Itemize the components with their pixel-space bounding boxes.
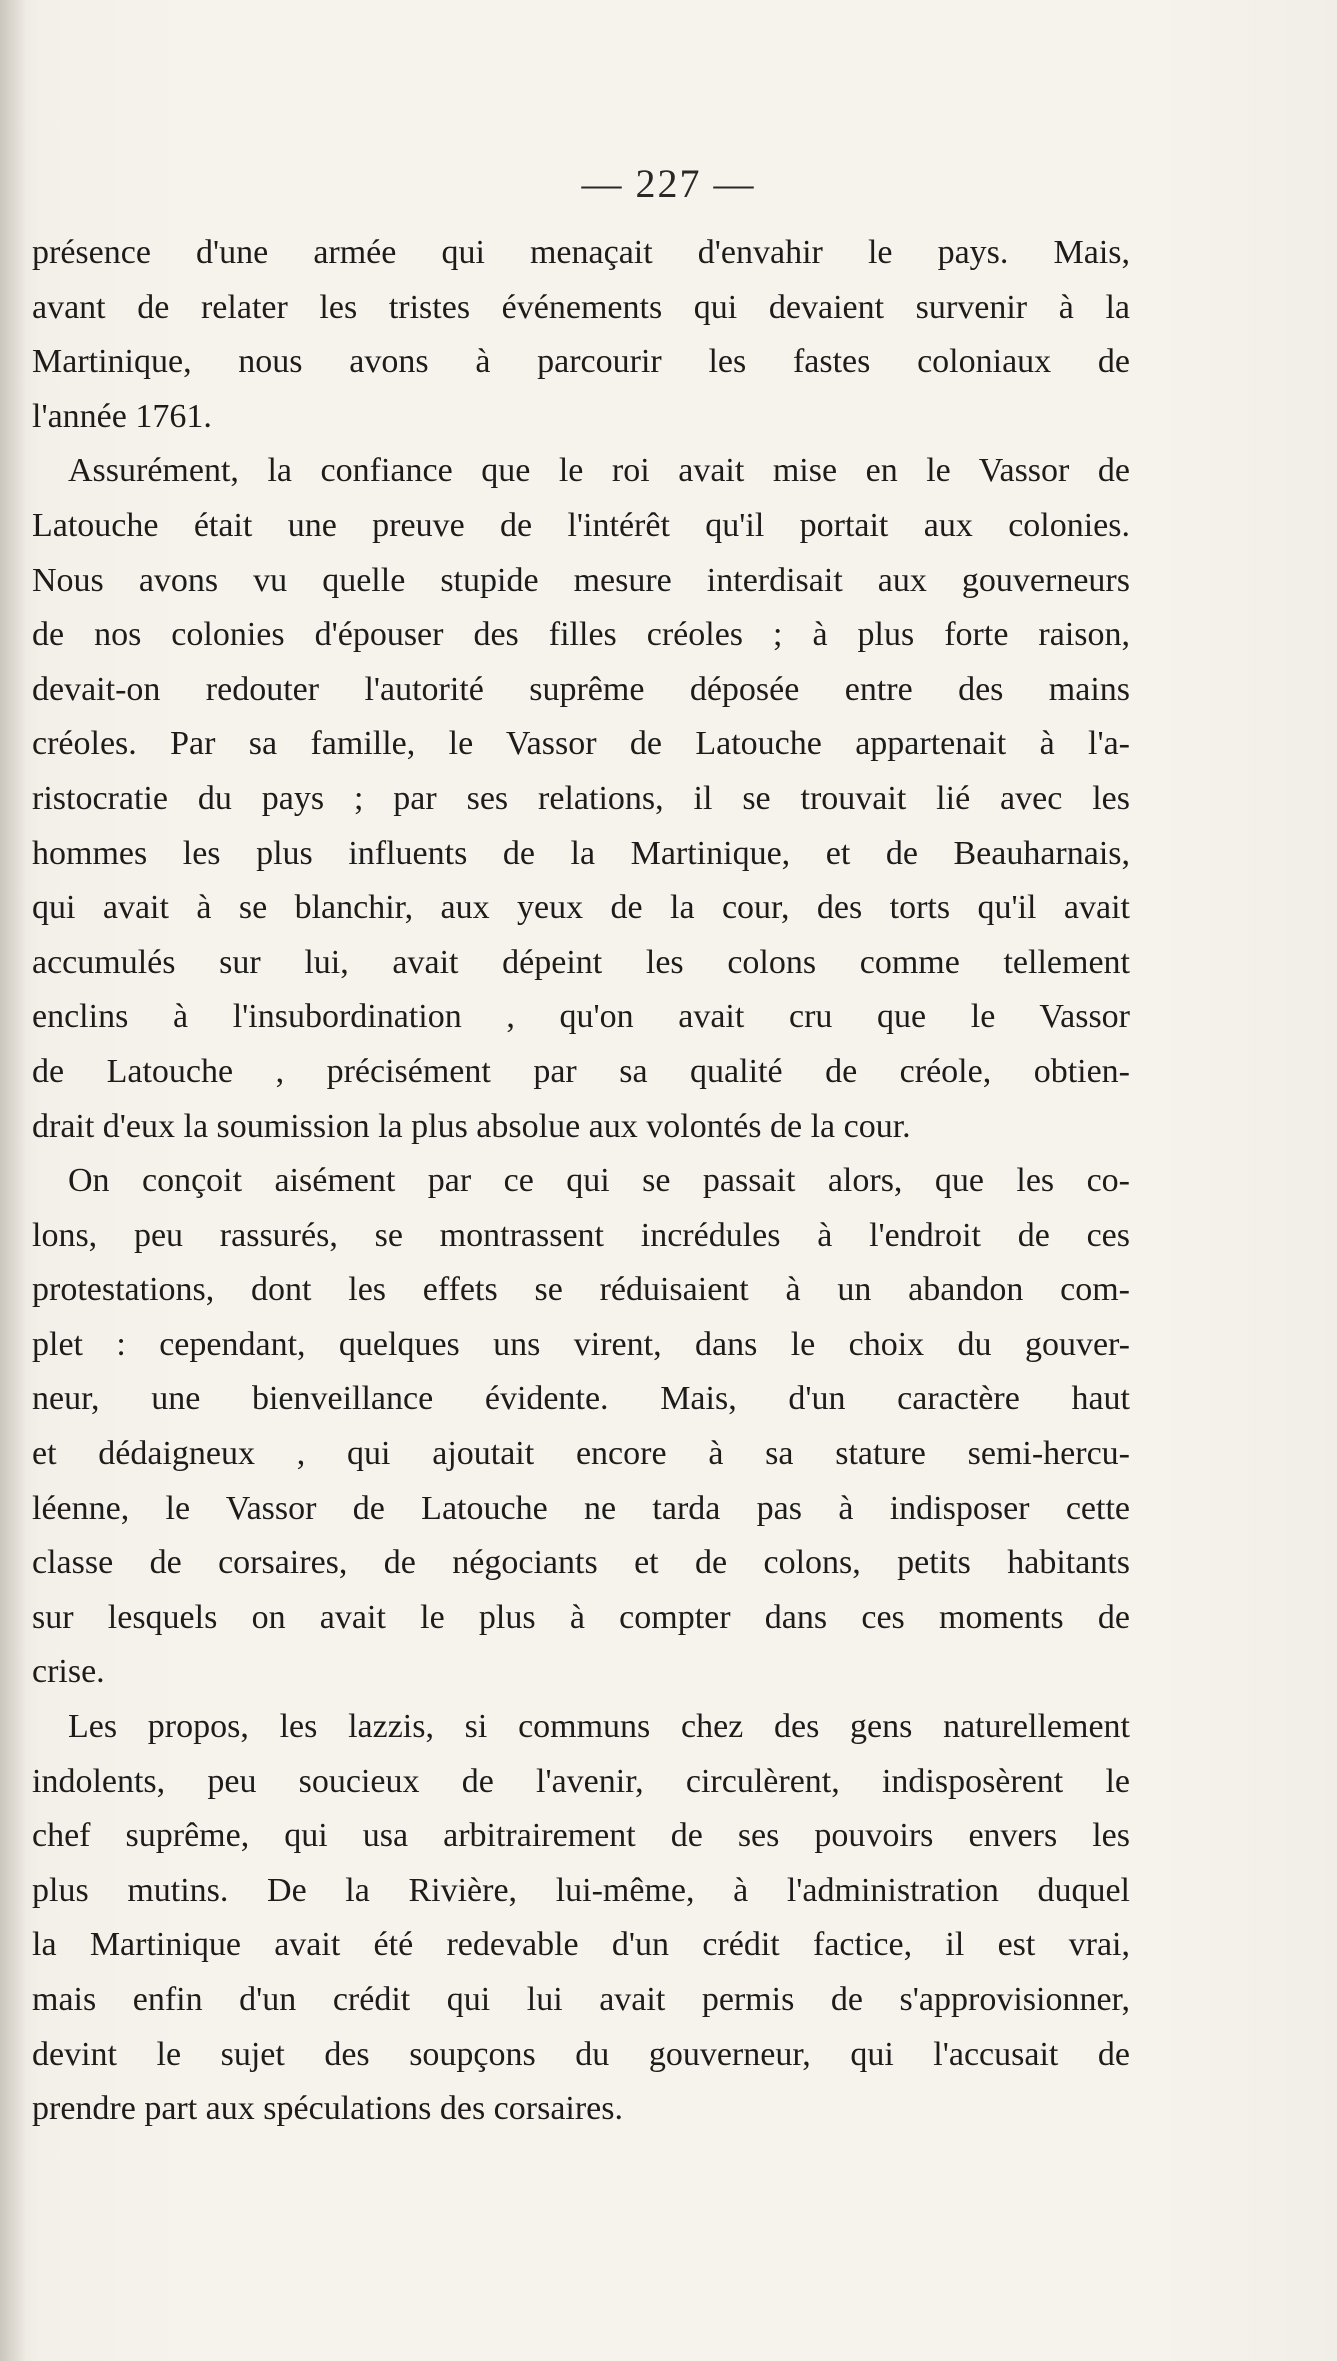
text-line: crise. xyxy=(32,1653,105,1691)
text-line: plet : cependant, quelques uns virent, dans le choix du gouver- xyxy=(32,1325,1130,1363)
text-line: et dédaigneux , qui ajoutait encore à sa stature semi-hercu- xyxy=(32,1435,1130,1473)
text-line: protestations, dont les effets se réduisaient à un abandon com- xyxy=(32,1271,1130,1309)
text-line: accumulés sur lui, avait dépeint les colons comme tellement xyxy=(32,943,1130,981)
text-line: hommes les plus influents de la Martinique, et de Beauharnais, xyxy=(32,834,1130,872)
text-line: Assurément, la confiance que le roi avait mise en le Vassor de xyxy=(68,452,1130,490)
text-line: On conçoit aisément par ce qui se passait alors, que les co- xyxy=(68,1162,1130,1200)
text-line: chef suprême, qui usa arbitrairement de ses pouvoirs envers les xyxy=(32,1817,1130,1855)
text-line: Les propos, les lazzis, si communs chez des gens naturellement xyxy=(68,1708,1130,1746)
body-text xyxy=(32,226,1130,2137)
text-line: avant de relater les tristes événements qui devaient survenir à la xyxy=(32,288,1130,326)
text-line: neur, une bienveillance évidente. Mais, d'un caractère haut xyxy=(32,1380,1130,1418)
text-line: devint le sujet des soupçons du gouverneur, qui l'accusait de xyxy=(32,2035,1130,2073)
text-line: Nous avons vu quelle stupide mesure interdisait aux gouverneurs xyxy=(32,561,1130,599)
text-line: qui avait à se blanchir, aux yeux de la cour, des torts qu'il avait xyxy=(32,889,1130,927)
text-line: sur lesquels on avait le plus à compter dans ces moments de xyxy=(32,1598,1130,1636)
text-line: Martinique, nous avons à parcourir les fastes coloniaux de xyxy=(32,343,1130,381)
text-line: indolents, peu soucieux de l'avenir, circulèrent, indisposèrent le xyxy=(32,1762,1130,1800)
text-line: léenne, le Vassor de Latouche ne tarda pas à indisposer cette xyxy=(32,1489,1130,1527)
text-line: lons, peu rassurés, se montrassent incrédules à l'endroit de ces xyxy=(32,1216,1130,1254)
text-line: la Martinique avait été redevable d'un crédit factice, il est vrai, xyxy=(32,1926,1130,1964)
text-line: prendre part aux spéculations des corsaires. xyxy=(32,2090,623,2128)
page-number: — 227 — xyxy=(581,161,756,206)
text-line: de Latouche , précisément par sa qualité de créole, obtien- xyxy=(32,1052,1130,1090)
text-line: plus mutins. De la Rivière, lui-même, à l'administration duquel xyxy=(32,1871,1130,1909)
text-line: l'année 1761. xyxy=(32,397,212,435)
text-line: ristocratie du pays ; par ses relations, il se trouvait lié avec les xyxy=(32,779,1130,817)
gutter-shadow xyxy=(0,0,26,2361)
text-line: Latouche était une preuve de l'intérêt qu'il portait aux colonies. xyxy=(32,506,1130,544)
text-line: mais enfin d'un crédit qui lui avait permis de s'approvisionner, xyxy=(32,1981,1130,2018)
text-line: classe de corsaires, de négociants et de colons, petits habitants xyxy=(32,1544,1130,1582)
text-line: présence d'une armée qui menaçait d'envahir le pays. Mais, xyxy=(32,234,1130,271)
text-line: créoles. Par sa famille, le Vassor de Latouche appartenait à l'a- xyxy=(32,725,1130,763)
text-line: enclins à l'insubordination , qu'on avait cru que le Vassor xyxy=(32,998,1130,1036)
text-line: drait d'eux la soumission la plus absolue aux volontés de la cour. xyxy=(32,1107,911,1145)
text-line: de nos colonies d'épouser des filles créoles ; à plus forte raison, xyxy=(32,616,1130,654)
text-line: devait-on redouter l'autorité suprême déposée entre des mains xyxy=(32,670,1130,708)
